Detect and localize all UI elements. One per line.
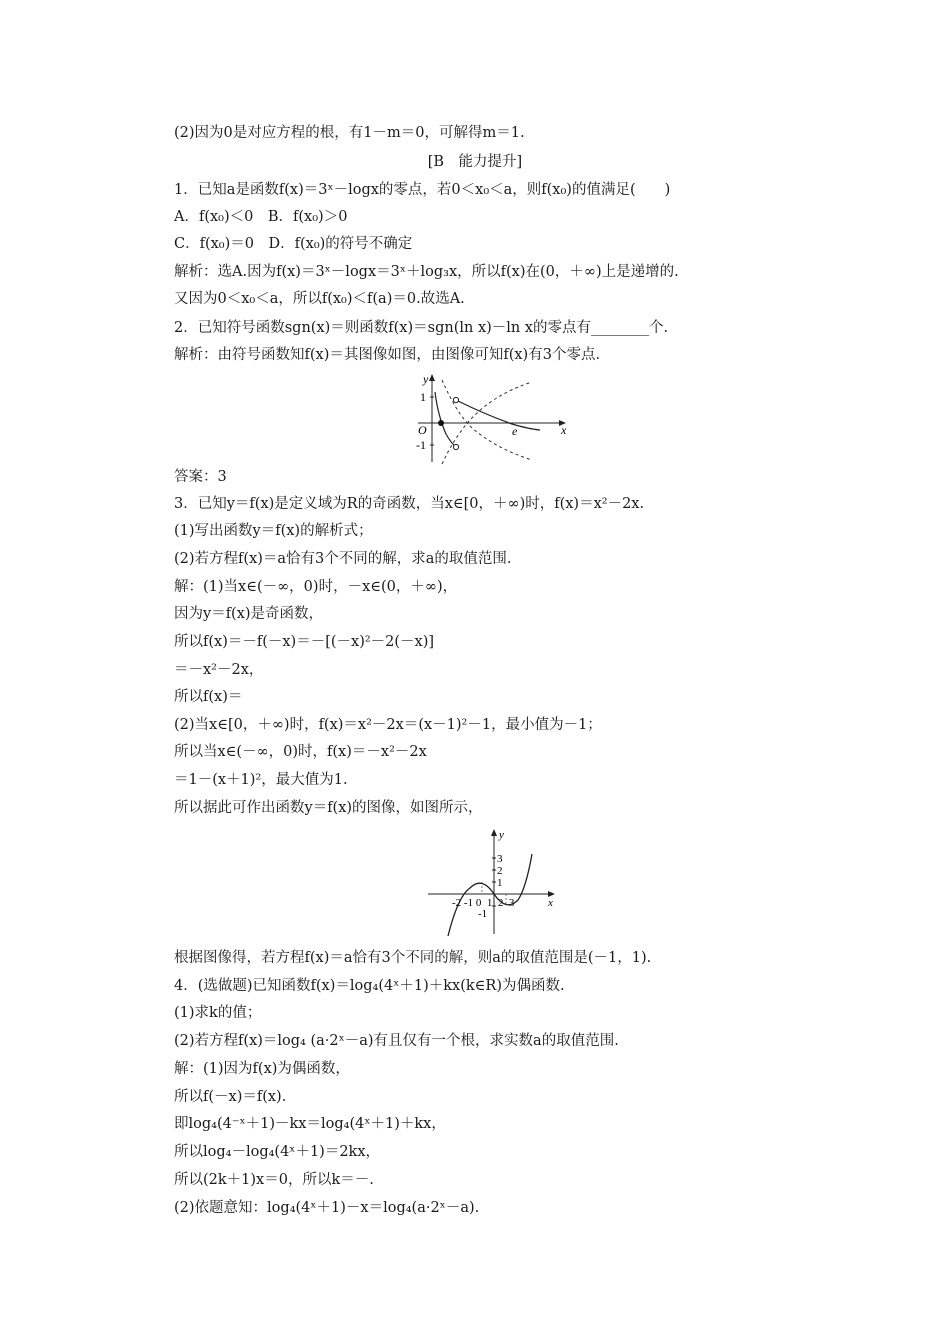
solution-3-step-1: 解：(1)当x∈(－∞，0)时，－x∈(0，＋∞)， (174, 579, 458, 595)
text-line-1: (2)因为0是对应方程的根，有1－m＝0，可解得m＝1. (174, 125, 525, 141)
solution-3-step-6: (2)当x∈[0，＋∞)时，f(x)＝x²－2x＝(x－1)²－1，最小值为－1； (174, 717, 602, 733)
odd-function-graph-figure (424, 824, 560, 944)
section-heading: [B 能力提升] (427, 154, 523, 170)
solution-4-step-6: (2)依题意知：log₄(4ˣ＋1)－x＝log₄(a·2ˣ－a). (174, 1200, 480, 1216)
question-3: 3．已知y＝f(x)是定义域为R的奇函数，当x∈[0，＋∞)时，f(x)＝x²－2x. (174, 496, 645, 512)
fig1-origin: O (418, 423, 427, 437)
fig2-x-label: x (548, 897, 553, 909)
question-4-part-1: (1)求k的值； (174, 1005, 262, 1021)
solution-3-step-5: 所以f(x)＝ (174, 689, 243, 705)
question-2-analysis: 解析：由符号函数知f(x)＝其图像如图，由图像可知f(x)有3个零点. (174, 347, 601, 363)
question-1-analysis-cont: 又因为0＜x₀＜a，所以f(x₀)＜f(a)＝0.故选A. (174, 291, 465, 307)
solution-4-step-5: 所以(2k＋1)x＝0，所以k＝－. (174, 1172, 374, 1188)
question-4: 4．(选做题)已知函数f(x)＝log₄(4ˣ＋1)＋kx(k∈R)为偶函数. (174, 978, 565, 994)
solution-3-step-8: ＝1－(x＋1)²，最大值为1. (174, 772, 348, 788)
fig1-tick-e: e (512, 424, 518, 438)
fig1-tick-1: 1 (420, 390, 426, 404)
question-3-part-1: (1)写出函数y＝f(x)的解析式； (174, 523, 373, 539)
solution-3-step-9: 所以据此可作出函数y＝f(x)的图像，如图所示， (174, 800, 483, 816)
solution-3-step-2: 因为y＝f(x)是奇函数， (174, 606, 324, 622)
fig2-tick-neg1: -1 (478, 908, 488, 920)
fig1-x-label: x (561, 423, 567, 437)
question-2-answer: 答案：3 (174, 469, 227, 485)
fig2-x-ticks: -2 -1 0 1 2 3 (452, 897, 515, 909)
question-1-options-cd: C．f(x₀)＝0 D．f(x₀)的符号不确定 (174, 236, 413, 252)
fig2-tick-2: 2 (497, 865, 503, 877)
question-1: 1．已知a是函数f(x)＝3ˣ－logx的零点，若0＜x₀＜a，则f(x₀)的值满足( ) (174, 182, 671, 198)
fig2-tick-3: 3 (497, 853, 503, 865)
solution-4-step-3: 即log₄(4⁻ˣ＋1)－kx＝log₄(4ˣ＋1)＋kx， (174, 1116, 446, 1132)
solution-4-step-1: 解：(1)因为f(x)为偶函数， (174, 1061, 350, 1077)
question-1-options-ab: A．f(x₀)＜0 B．f(x₀)＞0 (174, 209, 348, 225)
solution-3-conclusion: 根据图像得，若方程f(x)＝a恰有3个不同的解，则a的取值范围是(－1，1). (174, 950, 652, 966)
solution-4-step-2: 所以f(－x)＝f(x). (174, 1089, 287, 1105)
sgn-graph-figure (414, 372, 574, 466)
fig2-y-label: y (499, 829, 504, 841)
question-4-part-2: (2)若方程f(x)＝log₄ (a·2ˣ－a)有且仅有一个根，求实数a的取值范围. (174, 1033, 619, 1049)
solution-3-step-4: ＝－x²－2x， (174, 662, 264, 678)
solution-4-step-4: 所以log₄－log₄(4ˣ＋1)＝2kx， (174, 1144, 381, 1160)
fig1-tick-neg1: -1 (416, 438, 426, 452)
solution-3-step-3: 所以f(x)＝－f(－x)＝－[(－x)²－2(－x)] (174, 634, 435, 650)
question-2: 2．已知符号函数sgn(x)＝则函数f(x)＝sgn(ln x)－ln x的零点有________个. (174, 320, 669, 336)
question-1-analysis: 解析：选A.因为f(x)＝3ˣ－logx＝3ˣ＋log₃x，所以f(x)在(0，＋∞)上是递增的. (174, 264, 679, 280)
solution-3-step-7: 所以当x∈(－∞，0)时，f(x)＝－x²－2x (174, 744, 427, 760)
question-3-part-2: (2)若方程f(x)＝a恰有3个不同的解，求a的取值范围. (174, 551, 512, 567)
fig2-tick-1: 1 (497, 877, 503, 889)
fig1-y-label: y (423, 372, 429, 386)
